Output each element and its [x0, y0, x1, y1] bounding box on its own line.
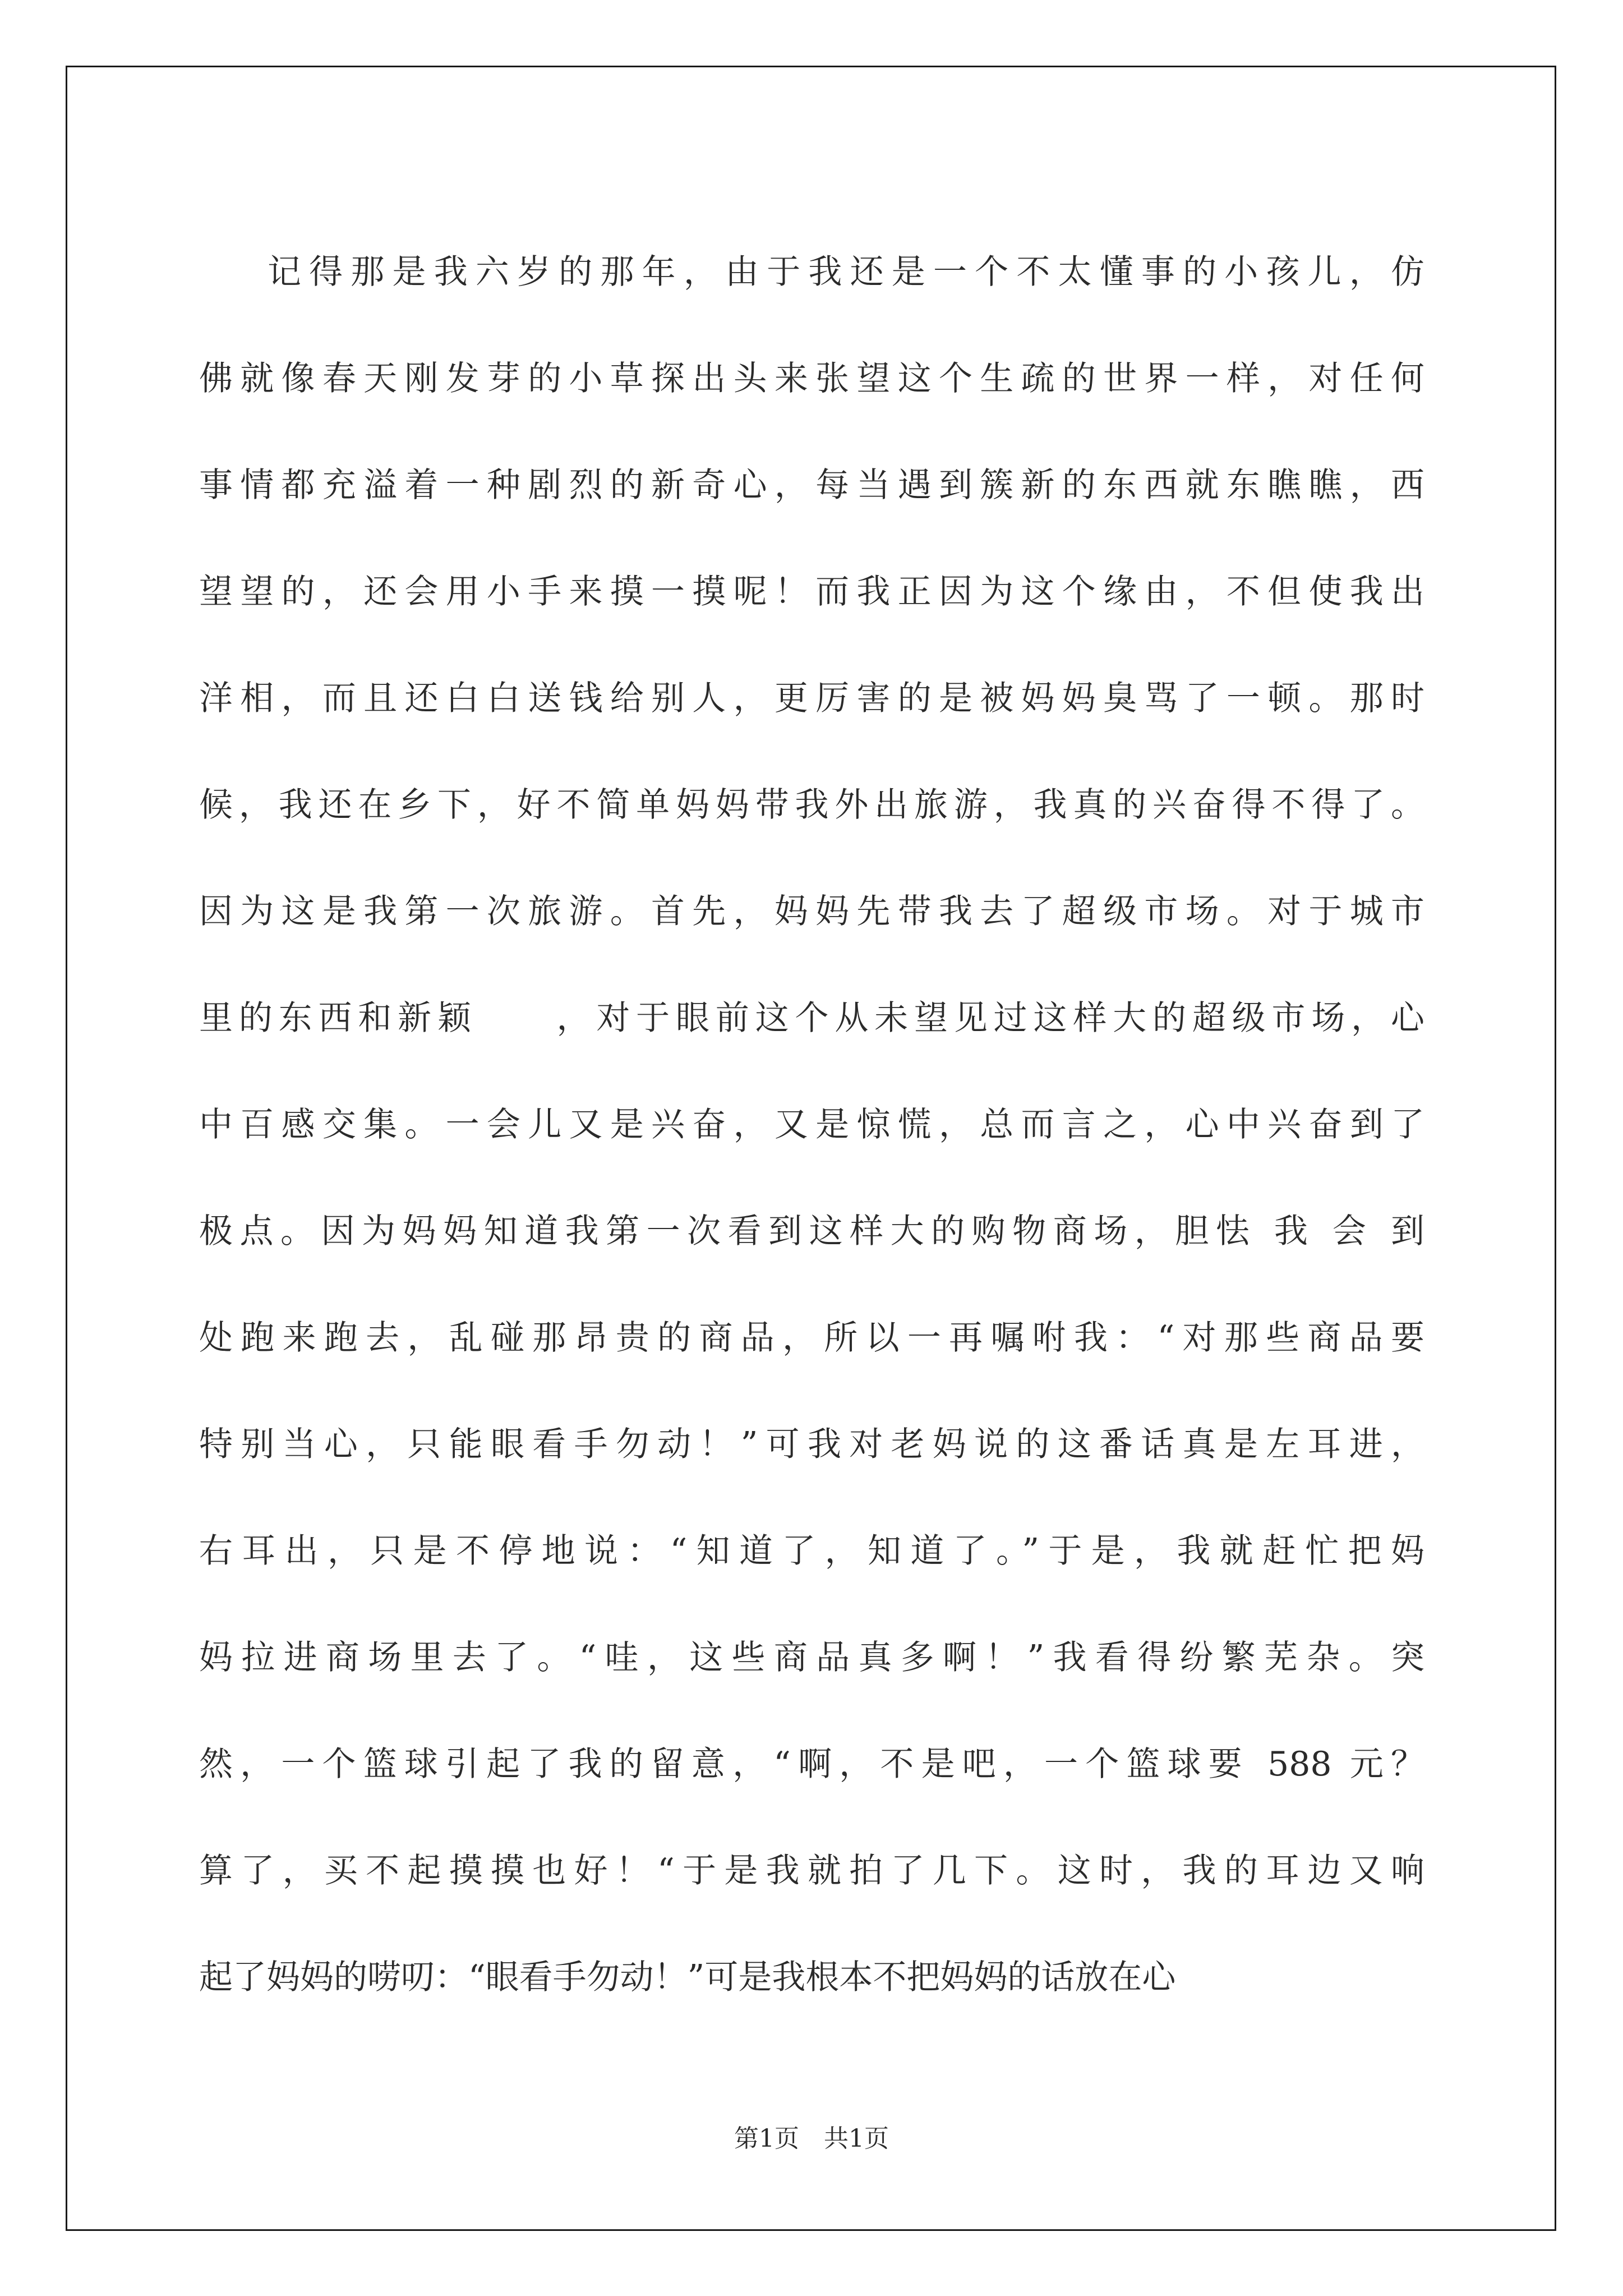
text-line: 佛就像春天刚发芽的小草探出头来张望这个生疏的世界一样，对任何 — [199, 359, 1424, 398]
text-line: 里的东西和新颖 ，对于眼前这个从未望见过这样大的超级市场，心 — [199, 999, 1424, 1038]
document-body — [199, 219, 1424, 2031]
text-line: 然，一个篮球引起了我的留意，“啊，不是吧，一个篮球要 588 元？ — [199, 1745, 1424, 1784]
text-line: 事情都充溢着一种剧烈的新奇心，每当遇到簇新的东西就东瞧瞧，西 — [199, 466, 1424, 505]
text-line: 右耳出，只是不停地说：“知道了，知道了。”于是，我就赶忙把妈 — [199, 1531, 1424, 1571]
text-line: 候，我还在乡下，好不简单妈妈带我外出旅游，我真的兴奋得不得了。 — [199, 785, 1424, 825]
text-line: 中百感交集。一会儿又是兴奋，又是惊慌，总而言之，心中兴奋到了 — [199, 1105, 1424, 1144]
text-line: 因为这是我第一次旅游。首先，妈妈先带我去了超级市场。对于城市 — [199, 892, 1424, 931]
text-line: 极点。因为妈妈知道我第一次看到这样大的购物商场，胆怯 我 会 到 — [199, 1212, 1424, 1251]
text-line: 望望的，还会用小手来摸一摸呢！而我正因为这个缘由，不但使我出 — [199, 572, 1424, 611]
text-line: 洋相，而且还白白送钱给别人，更厉害的是被妈妈臭骂了一顿。那时 — [199, 679, 1424, 718]
text-line: 记得那是我六岁的那年，由于我还是一个不太懂事的小孩儿，仿 — [268, 252, 1424, 292]
text-line: 起了妈妈的唠叨：“眼看手勿动！”可是我根本不把妈妈的话放在心 — [199, 1958, 1176, 1997]
text-line: 特别当心，只能眼看手勿动！”可我对老妈说的这番话真是左耳进， — [199, 1425, 1424, 1464]
text-line: 算了，买不起摸摸也好！“于是我就拍了几下。这时，我的耳边又响 — [199, 1851, 1424, 1890]
page-number: 第1页 共1页 — [734, 2124, 889, 2153]
text-line: 妈拉进商场里去了。“哇，这些商品真多啊！”我看得纷繁芜杂。突 — [199, 1638, 1424, 1677]
text-line: 处跑来跑去，乱碰那昂贵的商品，所以一再嘱咐我：“对那些商品要 — [199, 1318, 1424, 1358]
